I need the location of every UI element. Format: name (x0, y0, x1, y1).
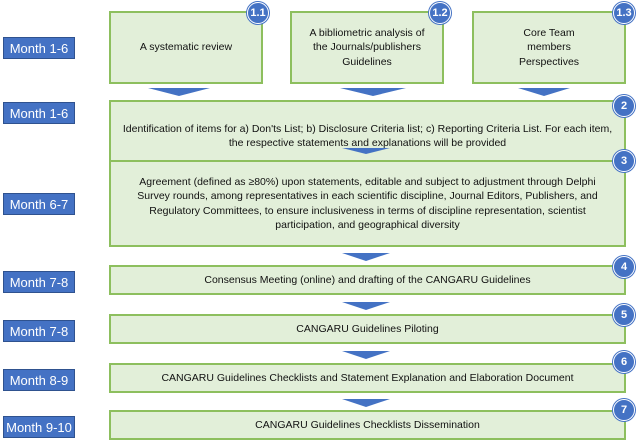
month-label-1: Month 1-6 (3, 37, 75, 59)
arrow-down-icon (340, 88, 406, 96)
arrow-down-icon (518, 88, 570, 96)
step-6-box (109, 363, 626, 393)
step-text: A systematic review (139, 41, 233, 54)
step-text: CANGARU Guidelines Checklists Dissemination (255, 418, 480, 431)
month-label-2: Month 1-6 (3, 102, 75, 124)
arrow-down-icon (342, 253, 390, 261)
step-badge-1-2: 1.2 (429, 2, 451, 24)
step-1-1-box (109, 11, 263, 84)
step-badge-5: 5 (613, 304, 635, 326)
step-7-box (109, 410, 626, 440)
step-4-box (109, 265, 626, 295)
step-text: Identification of items for a) Don'ts List; b) Disclosure Criteria list; c) Reporting Criteria List. For each item, the respective statements and explanations will be provided (122, 122, 613, 149)
month-label-4: Month 7-8 (3, 271, 75, 293)
step-3-box (109, 160, 626, 247)
step-text: Agreement (defined as ≥80%) upon statements, editable and subject to adjustment through Delphi Survey rounds, among representatives in each scientific discipline, Journal Editors, Publishers, and Regulatory Committees, to ensure inclusiveness in terms of discipline representation, scientist participation, and geographical diversity (137, 176, 598, 231)
step-badge-1-3: 1.3 (613, 2, 635, 24)
arrow-down-icon (342, 148, 390, 154)
month-label-5: Month 7-8 (3, 320, 75, 342)
step-badge-7: 7 (613, 399, 635, 421)
step-badge-4: 4 (613, 256, 635, 278)
step-text: CANGARU Guidelines Piloting (296, 322, 439, 335)
month-label-3: Month 6-7 (3, 193, 75, 215)
arrow-down-icon (342, 351, 390, 359)
month-label-6: Month 8-9 (3, 369, 75, 391)
step-badge-2: 2 (613, 95, 635, 117)
arrow-down-icon (342, 399, 390, 407)
arrow-down-icon (342, 302, 390, 310)
step-badge-3: 3 (613, 150, 635, 172)
step-1-3-box (472, 11, 626, 84)
arrow-down-icon (148, 88, 210, 96)
step-5-box (109, 314, 626, 344)
step-text: Core Team members Perspectives (518, 27, 580, 68)
step-text: CANGARU Guidelines Checklists and Statement Explanation and Elaboration Document (161, 371, 574, 384)
step-text: Consensus Meeting (online) and drafting of the CANGARU Guidelines (204, 273, 531, 286)
step-text: A bibliometric analysis of the Journals/publishers Guidelines (309, 27, 425, 68)
step-badge-1-1: 1.1 (247, 2, 269, 24)
month-label-7: Month 9-10 (3, 416, 75, 438)
step-1-2-box (290, 11, 444, 84)
step-badge-6: 6 (613, 351, 635, 373)
